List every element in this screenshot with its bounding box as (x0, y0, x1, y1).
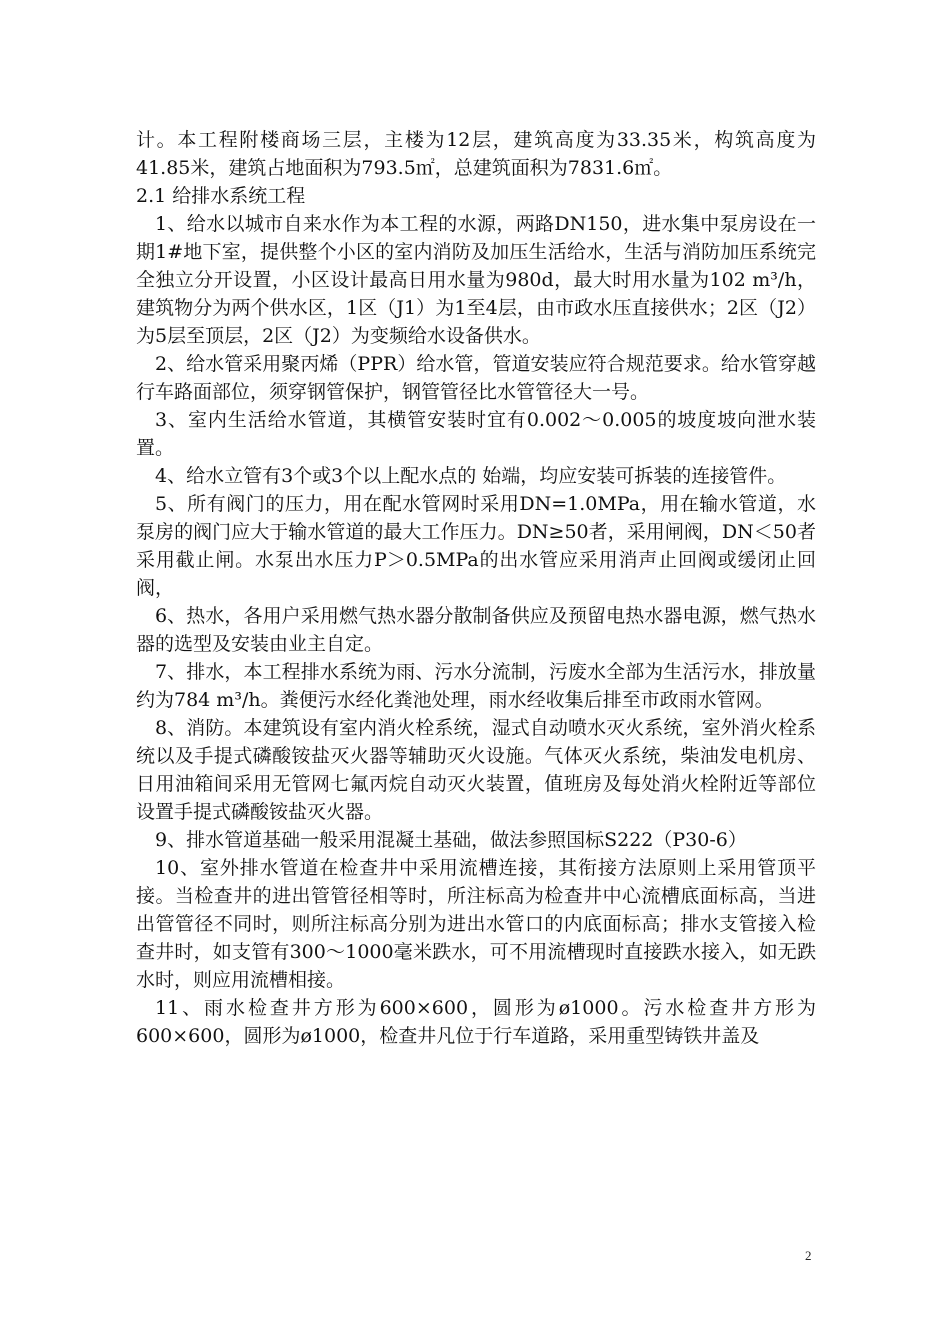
paragraph-8: 8、消防。本建筑设有室内消火栓系统，湿式自动喷水灭火系统，室外消火栓系统以及手提式磷酸铵盐灭火器等辅助灭火设施。气体灭火系统，柴油发电机房、日用油箱间采用无管网七氟丙烷自动灭火装置，值班房及每处消火栓附近等部位设置手提式磷酸铵盐灭火器。 (136, 717, 816, 823)
page-number: 2 (805, 1248, 812, 1263)
document-body (136, 126, 816, 1050)
paragraph-7: 7、排水，本工程排水系统为雨、污水分流制，污废水全部为生活污水，排放量约为784 m³/h。粪便污水经化粪池处理，雨水经收集后排至市政雨水管网。 (136, 661, 816, 711)
paragraph-11: 11、雨水检查井方形为600×600，圆形为ø1000。污水检查井方形为600×600，圆形为ø1000，检查井凡位于行车道路，采用重型铸铁井盖及 (136, 997, 816, 1047)
paragraph-9: 9、排水管道基础一般采用混凝土基础，做法参照国标S222（P30-6） (155, 829, 747, 851)
paragraph-5: 5、所有阀门的压力，用在配水管网时采用DN=1.0MPa，用在输水管道，水泵房的阀门应大于输水管道的最大工作压力。DN≥50者，采用闸阀，DN＜50者采用截止闸。水泵出水压力P＞0.5MPa的出水管应采用消声止回阀或缓闭止回阀， (136, 493, 816, 599)
paragraph-10: 10、室外排水管道在检查井中采用流槽连接，其衔接方法原则上采用管顶平接。当检查井的进出管管径相等时，所注标高为检查井中心流槽底面标高，当进出管管径不同时，则所注标高分别为进出水管口的内底面标高；排水支管接入检查井时，如支管有300～1000毫米跌水，可不用流槽现时直接跌水接入，如无跌水时，则应用流槽相接。 (136, 857, 816, 991)
paragraph-1: 1、给水以城市自来水作为本工程的水源，两路DN150，进水集中泵房设在一期1#地下室，提供整个小区的室内消防及加压生活给水，生活与消防加压系统完全独立分开设置，小区设计最高日用水量为980d，最大时用水量为102 m³/h，建筑物分为两个供水区，1区（J1）为1至4层，由市政水压直接供水；2区（J2）为5层至顶层，2区（J2）为变频给水设备供水。 (136, 213, 816, 347)
paragraph-3: 3、室内生活给水管道，其横管安装时宜有0.002～0.005的坡度坡向泄水装置。 (136, 409, 816, 459)
section-heading: 2.1 给排水系统工程 (136, 185, 306, 207)
intro-continuation: 计。本工程附楼商场三层，主楼为12层，建筑高度为33.35米，构筑高度为41.85米，建筑占地面积为793.5㎡，总建筑面积为7831.6㎡。 (136, 129, 816, 179)
paragraph-6: 6、热水，各用户采用燃气热水器分散制备供应及预留电热水器电源，燃气热水器的选型及安装由业主自定。 (136, 605, 816, 655)
paragraph-4: 4、给水立管有3个或3个以上配水点的 始端，均应安装可拆装的连接管件。 (155, 465, 787, 487)
paragraph-2: 2、给水管采用聚丙烯（PPR）给水管，管道安装应符合规范要求。给水管穿越行车路面部位，须穿钢管保护，钢管管径比水管管径大一号。 (136, 353, 816, 403)
